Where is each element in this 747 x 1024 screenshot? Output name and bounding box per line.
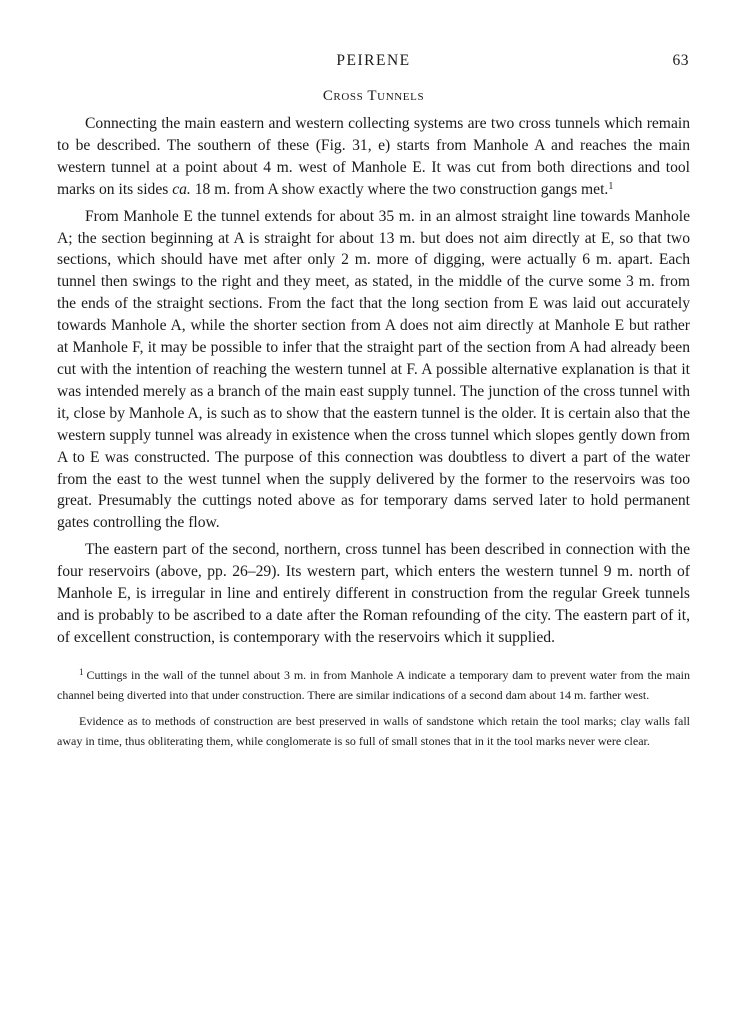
paragraph-2: From Manhole E the tunnel extends for about 35 m. in an almost straight line towards Manhole A; the section beginning at A is straight for about 13 m. but does not aim directly at E, so that two sections, which should have met after only 2 m. more of digging, were actually 6 m. apart. Each tunnel then swings to the right and they meet, as stated, in the middle of the curve some 3 m. from the ends of the straight sections. From the fact that the long section from E was laid out accurately towards Manhole A, while the shorter section from A does not aim directly at Manhole E but rather at Manhole F, it may be possible to infer that the straight part of the section from A had already been cut with the intention of reaching the western tunnel at F. A possible alternative explanation is that it was intended merely as a branch of the main east supply tunnel. The junction of the cross tunnel with it, close by Manhole A, is such as to show that the eastern tunnel is the older. It is certain also that the western supply tunnel was already in existence when the cross tunnel which slopes gently down from A to E was constructed. The purpose of this connection was doubtless to divert a part of the water from the east to the west tunnel when the supply delivered by the former to the reservoirs was too great. Presumably the cuttings noted above as for temporary dams served later to hold permanent gates controlling the flow. (57, 207, 690, 532)
section-title: Cross Tunnels (322, 88, 425, 104)
paragraph-1-italic: ca. (172, 180, 191, 198)
footnotes (57, 665, 690, 751)
page-number: 63 (672, 52, 689, 69)
footnote-ref-1: 1 (608, 180, 614, 192)
running-head (57, 52, 690, 76)
footnote-2: Evidence as to methods of construction are best preserved in walls of sandstone which retain the tool marks; clay walls fall away in time, thus obliterating them, while conglomerate is so full of small stones that in it the tool marks never were clear. (57, 713, 690, 748)
paragraph-1 (57, 113, 690, 201)
running-title: PEIRENE (336, 52, 411, 69)
body-text (57, 113, 690, 649)
paragraph-3: The eastern part of the second, northern, cross tunnel has been described in connection with the four reservoirs (above, pp. 26–29). Its western part, which enters the western tunnel 9 m. north of Manhole E, is irregular in line and entirely different in construction from the regular Greek tunnels and is probably to be ascribed to a date after the Roman refounding of the city. The eastern part of it, of excellent construction, is contemporary with the reservoirs which it supplied. (57, 541, 690, 646)
footnote-1-text: Cuttings in the wall of the tunnel about 3 m. in from Manhole A indicate a temporary dam to prevent water from the main channel being diverted into that under construction. There are similar indications of a second dam about 14 m. farther west. (57, 667, 690, 702)
footnote-1 (57, 665, 690, 705)
paragraph-1-text-cont: 18 m. from A show exactly where the two construction gangs met. (190, 180, 609, 198)
page (57, 52, 690, 751)
paragraph-1-text: Connecting the main eastern and western collecting systems are two cross tunnels which remain to be described. The southern of these (Fig. 31, e) starts from Manhole A and reaches the main western tunnel at a point about 4 m. west of Manhole E. It was cut from both directions and tool marks on its sides (57, 115, 690, 198)
footnote-marker-1: 1 (79, 666, 84, 677)
